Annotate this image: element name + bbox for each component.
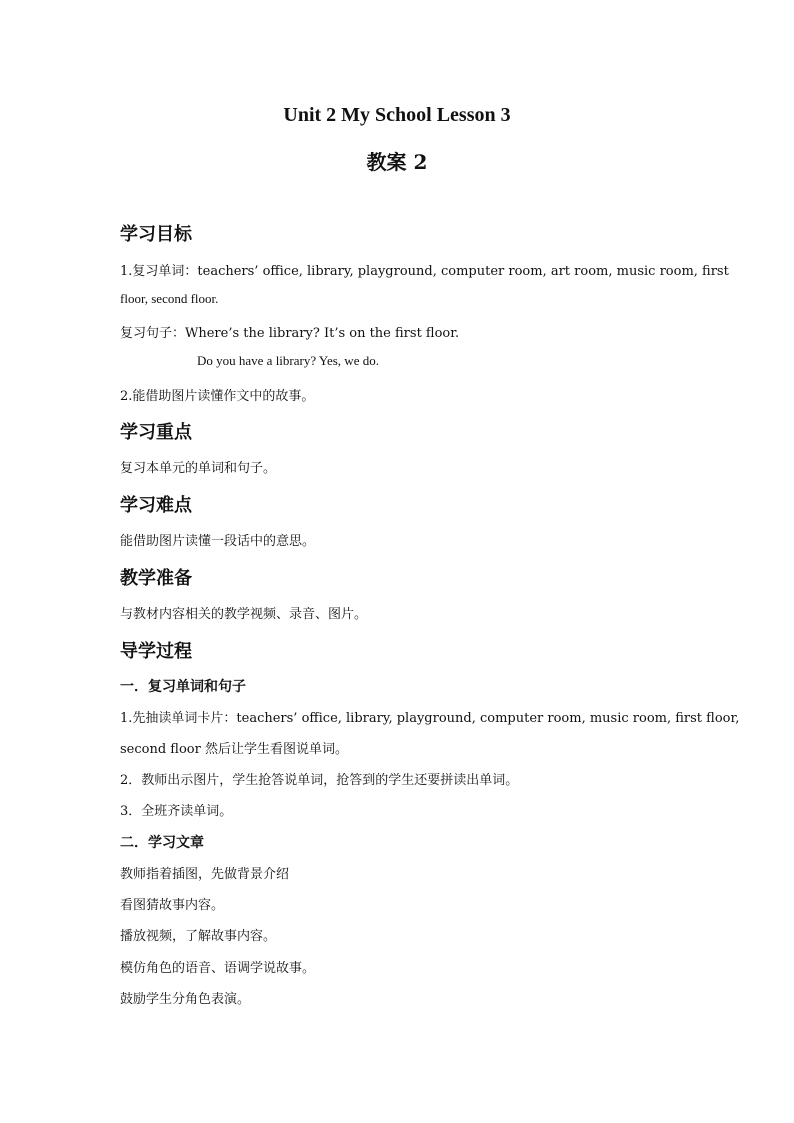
difficulties-line-1: 能借助图片读懂一段话中的意思。 <box>120 534 316 549</box>
review-line-1: 1.先抽读单词卡片：teachers’ office, library, playground, computer room, music room, first floor, <box>120 711 740 726</box>
study-line-1: 教师指着插图，先做背景介绍 <box>120 867 290 882</box>
document-title: Unit 2 My School Lesson 3 <box>283 104 511 126</box>
objectives-line-3: 复习句子：Where’s the library? It’s on the first floor. <box>120 326 460 341</box>
key-points-line-1: 复习本单元的单词和句子。 <box>120 461 277 476</box>
preparation-line-1: 与教材内容相关的教学视频、录音、图片。 <box>120 607 368 622</box>
objectives-line-5: 2.能借助图片读懂作文中的故事。 <box>120 389 315 404</box>
study-line-3: 播放视频，了解故事内容。 <box>120 929 277 944</box>
objectives-line-4: Do you have a library? Yes, we do. <box>197 353 379 368</box>
section-heading-process: 导学过程 <box>120 641 192 662</box>
review-line-3: 2．教师出示图片，学生抢答说单词，抢答到的学生还要拼读出单词。 <box>120 773 519 788</box>
section-heading-objectives: 学习目标 <box>120 224 192 245</box>
study-line-4: 模仿角色的语音、语调学说故事。 <box>120 961 316 976</box>
subheading-study-text: 二．学习文章 <box>120 835 204 851</box>
subheading-review: 一．复习单词和句子 <box>120 679 246 695</box>
study-line-5: 鼓励学生分角色表演。 <box>120 992 251 1007</box>
section-heading-key-points: 学习重点 <box>120 422 192 443</box>
section-heading-difficulties: 学习难点 <box>120 495 192 516</box>
objectives-line-1: 1.复习单词：teachers’ office, library, playground, computer room, art room, music room, first <box>120 264 729 279</box>
document-subtitle: 教案 2 <box>366 150 428 174</box>
study-line-2: 看图猜故事内容。 <box>120 898 225 913</box>
section-heading-preparation: 教学准备 <box>120 568 192 589</box>
review-line-4: 3．全班齐读单词。 <box>120 804 233 819</box>
objectives-line-2: floor, second floor. <box>120 291 219 306</box>
review-line-2: second floor 然后让学生看图说单词。 <box>120 742 348 757</box>
